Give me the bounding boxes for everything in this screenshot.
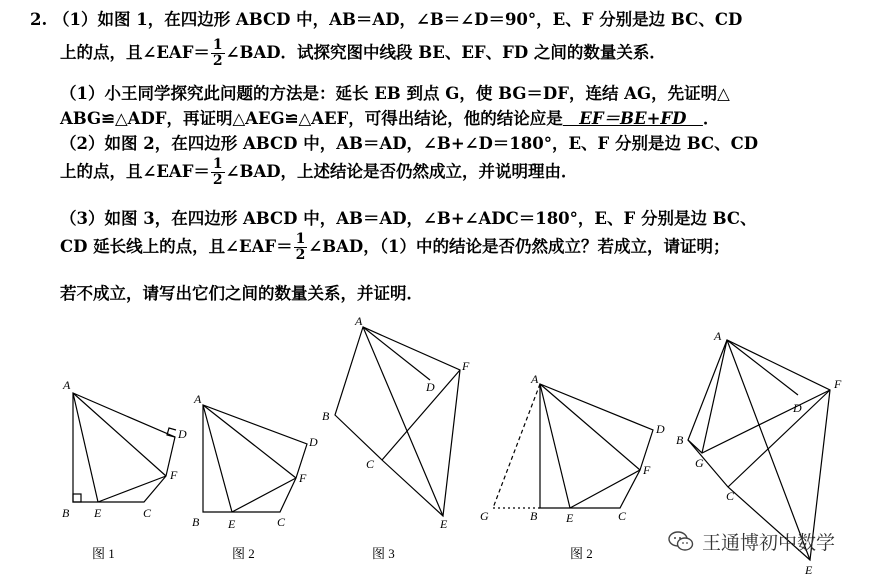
- point-label: F: [462, 359, 470, 373]
- fraction-denominator: 2: [212, 53, 223, 69]
- point-label: D: [426, 380, 435, 394]
- figure-3: [335, 327, 460, 516]
- point-label: G: [480, 509, 489, 523]
- problem-text: 若不成立，请写出它们之间的数量关系，并证明．: [60, 284, 423, 303]
- point-label: D: [178, 427, 187, 441]
- fraction-denominator: 2: [212, 172, 223, 188]
- point-label: D: [793, 401, 802, 415]
- point-label: C: [366, 457, 375, 471]
- figure-caption: 图 1: [92, 546, 115, 561]
- answer-blank: EF＝BE+FD: [562, 109, 703, 128]
- point-label: B: [676, 433, 684, 447]
- point-label: A: [63, 378, 71, 392]
- problem-number: 2.: [30, 10, 48, 29]
- problem-text: 上的点，且∠EAF＝: [60, 162, 210, 181]
- figure-caption: 图 2: [570, 546, 593, 561]
- problem-text: 上的点，且∠EAF＝: [60, 43, 210, 62]
- point-label: E: [566, 511, 574, 525]
- problem-text: ∠BAD．试探究图中线段 BE、EF、FD 之间的数量关系．: [225, 43, 666, 62]
- problem-text: （1）小王同学探究此问题的方法是：延长 EB 到点 G，使 BG＝DF，连结 AG，先证明△: [60, 84, 730, 103]
- point-label: D: [656, 422, 665, 436]
- point-label: B: [530, 509, 538, 523]
- point-label: E: [228, 517, 236, 531]
- point-label: F: [643, 463, 651, 477]
- problem-text: ABG≌△ADF，再证明△AEG≌△AEF，可得出结论，他的结论应是: [60, 109, 563, 128]
- figure-caption: 图 3: [372, 546, 395, 561]
- point-label: F: [834, 377, 842, 391]
- point-label: F: [299, 471, 307, 485]
- point-label: B: [322, 409, 330, 423]
- point-label: A: [355, 314, 363, 328]
- figure-2: [203, 405, 307, 512]
- watermark-text: 王通博初中数学: [702, 532, 836, 554]
- point-label: B: [62, 506, 70, 520]
- point-label: E: [440, 517, 448, 531]
- figure-5: [688, 340, 830, 560]
- point-label: E: [805, 563, 813, 577]
- point-label: D: [309, 435, 318, 449]
- figure-1: [73, 393, 176, 502]
- problem-text: ．: [702, 109, 720, 128]
- fraction-numerator: 1: [212, 37, 223, 53]
- point-label: A: [714, 329, 722, 343]
- wechat-icon: [668, 530, 694, 552]
- problem-text: ∠BAD，上述结论是否仍然成立，并说明理由．: [225, 162, 578, 181]
- fraction-numerator: 1: [212, 156, 223, 172]
- problem-text: ∠BAD，（1）中的结论是否仍然成立？若成立，请证明；: [308, 237, 730, 256]
- point-label: F: [170, 468, 178, 482]
- point-label: C: [277, 515, 286, 529]
- point-label: C: [143, 506, 152, 520]
- problem-text: （2）如图 2，在四边形 ABCD 中，AB＝AD，∠B+∠D＝180°，E、F 分别是边 BC、CD: [60, 134, 759, 153]
- point-label: C: [726, 489, 735, 503]
- figure-caption: 图 2: [232, 546, 255, 561]
- point-label: G: [695, 456, 704, 470]
- fraction-numerator: 1: [295, 231, 306, 247]
- point-label: B: [192, 515, 200, 529]
- point-label: C: [618, 509, 627, 523]
- problem-text: （3）如图 3，在四边形 ABCD 中，AB＝AD，∠B+∠ADC＝180°，E、F 分别是边 BC、: [60, 209, 757, 228]
- problem-text: （1）如图 1，在四边形 ABCD 中，AB＝AD，∠B＝∠D＝90°，E、F 分别是边 BC、CD: [52, 10, 743, 29]
- fraction-denominator: 2: [295, 247, 306, 263]
- point-label: A: [194, 392, 202, 406]
- point-label: E: [94, 506, 102, 520]
- point-label: A: [531, 372, 539, 386]
- figure-4: [493, 384, 653, 508]
- problem-text: CD 延长线上的点，且∠EAF＝: [60, 237, 293, 256]
